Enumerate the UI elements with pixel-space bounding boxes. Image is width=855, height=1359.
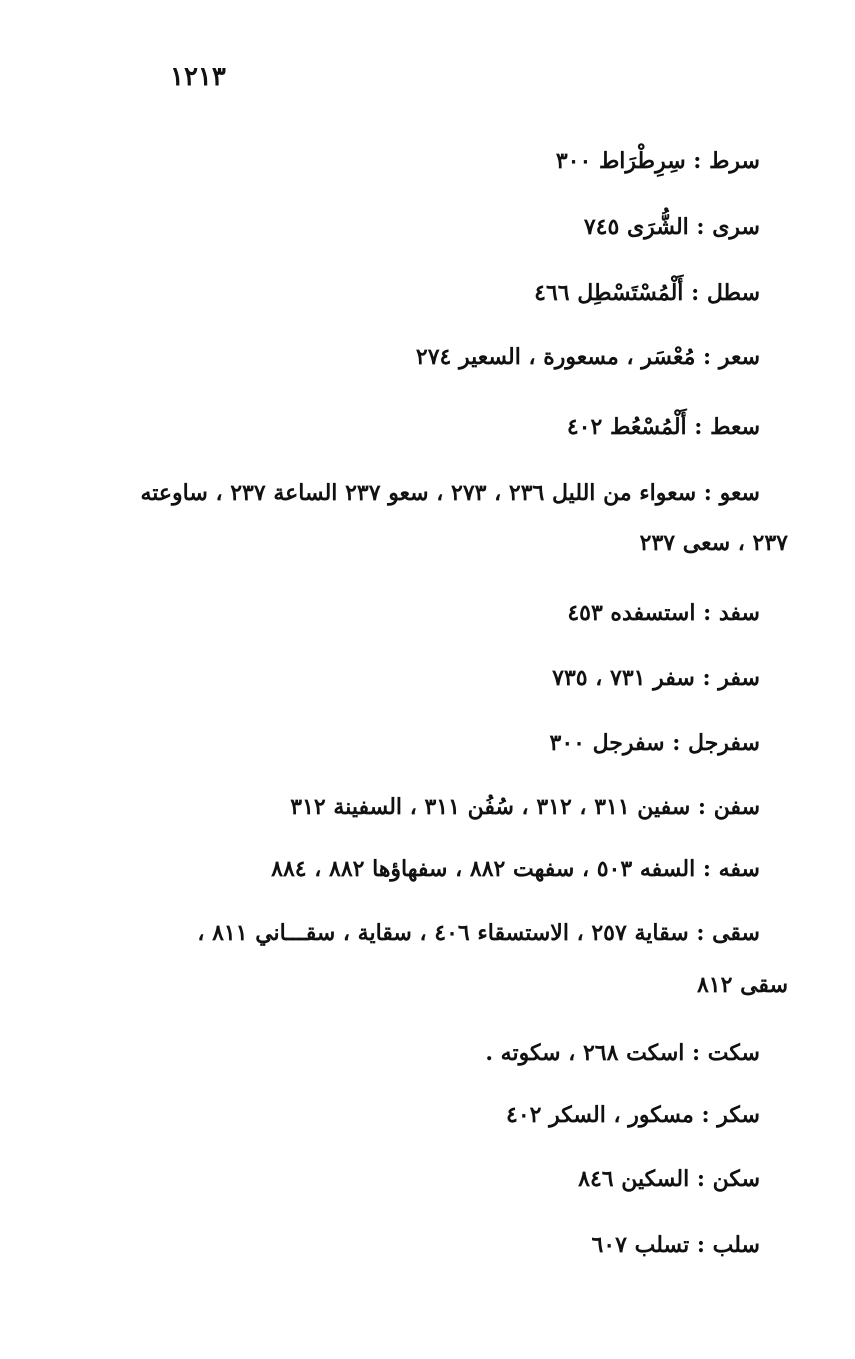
index-entry: سفرجل : سفرجل ٣٠٠: [549, 730, 760, 756]
index-entry: سفر : سفر ٧٣١ ، ٧٣٥: [552, 665, 760, 691]
index-entry: سقى : سقاية ٢٥٧ ، الاستسقاء ٤٠٦ ، سقاية ، سقـــاني ٨١١ ،: [197, 920, 760, 946]
index-entry: سفد : استسفده ٤٥٣: [567, 600, 760, 626]
index-entry-continuation: ٢٣٧ ، سعى ٢٣٧: [639, 530, 788, 556]
index-entry: سرط : سِرِطْرَاط ٣٠٠: [555, 148, 760, 174]
index-entry: سعر : مُعْسَر ، مسعورة ، السعير ٢٧٤: [415, 344, 760, 370]
index-entry: سرى : الشُّرَى ٧٤٥: [583, 214, 760, 240]
index-entry: سعط : أَلْمُسْعُط ٤٠٢: [566, 414, 760, 440]
index-entry: سكت : اسكت ٢٦٨ ، سكوته .: [485, 1040, 760, 1066]
index-entry-continuation: سقى ٨١٢: [696, 972, 788, 998]
index-entry: سفه : السفه ٥٠٣ ، سفهت ٨٨٢ ، سفهاؤها ٨٨٢ ، ٨٨٤: [271, 856, 760, 882]
index-entry: سطل : أَلْمُسْتَسْطِل ٤٦٦: [534, 280, 760, 306]
page-number: ١٢١٣: [170, 62, 226, 92]
index-entry: سفن : سفين ٣١١ ، ٣١٢ ، سُفُن ٣١١ ، السفينة ٣١٢: [290, 794, 760, 820]
index-entry: سكن : السكين ٨٤٦: [578, 1166, 760, 1192]
index-entry: سكر : مسكور ، السكر ٤٠٢: [506, 1102, 760, 1128]
index-entry: سعو : سعواء من الليل ٢٣٦ ، ٢٧٣ ، سعو ٢٣٧ الساعة ٢٣٧ ، ساوعته: [140, 480, 760, 506]
index-entry: سلب : تسلب ٦٠٧: [591, 1232, 760, 1258]
index-entries: [120, 0, 788, 1359]
